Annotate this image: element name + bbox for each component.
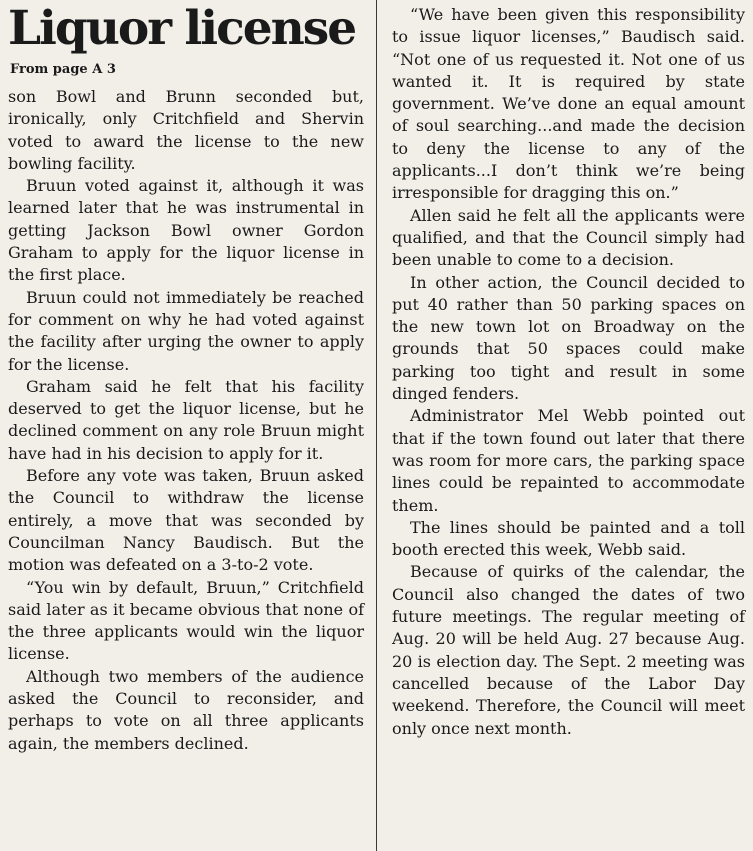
column-divider	[376, 0, 377, 851]
jump-line: From page A 3	[10, 62, 116, 77]
paragraph: son Bowl and Brunn seconded but, ironically, only Critchfield and Shervin voted to award the license to the new bowling facility.	[8, 87, 364, 173]
paragraph: Bruun voted against it, although it was learned later that he was instrumental in getting Jackson Bowl owner Gordon Graham to apply for the liquor license in the first place.	[8, 176, 364, 285]
paragraph: Before any vote was taken, Bruun asked the Council to withdraw the license entirely, a move that was seconded by Councilman Nancy Baudisch. But the motion was defeated on a 3-to-2 vote.	[8, 466, 364, 575]
paragraph: “You win by default, Bruun,” Critchfield said later as it became obvious that none of the three applicants would win the liquor license.	[8, 577, 364, 664]
paragraph: “We have been given this responsibility to issue liquor licenses,” Baudisch said. “Not one of us requested it. Not one of us wanted it. It is required by state government. We’ve done an equal amount of soul searching...and made the decision to deny the license to any of the applicants...I don’t think we’re being irresponsible for dragging this on.”	[392, 5, 745, 203]
paragraph: Administrator Mel Webb pointed out that if the town found out later that there was room for more cars, the parking space lines could be repainted to accommodate them.	[392, 406, 745, 515]
paragraph: Because of quirks of the calendar, the Council also changed the dates of two future meetings. The regular meeting of Aug. 20 will be held Aug. 27 because Aug. 20 is election day. The Sept. 2 meeting was cancelled because of the Labor Day weekend. Therefore, the Council will meet only once next month.	[392, 562, 745, 738]
paragraph: In other action, the Council decided to put 40 rather than 50 parking spaces on the new town lot on Broadway on the grounds that 50 spaces could make parking too tight and result in some dinged fenders.	[392, 272, 745, 404]
paragraph: Bruun could not immediately be reached for comment on why he had voted against the facility after urging the owner to apply for the license.	[8, 287, 364, 374]
paragraph: Graham said he felt that his facility deserved to get the liquor license, but he declined comment on any role Bruun might have had in his decision to apply for it.	[8, 376, 364, 463]
headline: Liquor license	[8, 1, 356, 56]
paragraph: The lines should be painted and a toll booth erected this week, Webb said.	[392, 517, 745, 560]
paragraph: Allen said he felt all the applicants were qualified, and that the Council simply had been unable to come to a decision.	[392, 205, 745, 270]
left-column	[8, 0, 364, 755]
right-column	[392, 4, 745, 740]
paragraph: Although two members of the audience asked the Council to reconsider, and perhaps to vote on all three applicants again, the members declined.	[8, 666, 364, 753]
